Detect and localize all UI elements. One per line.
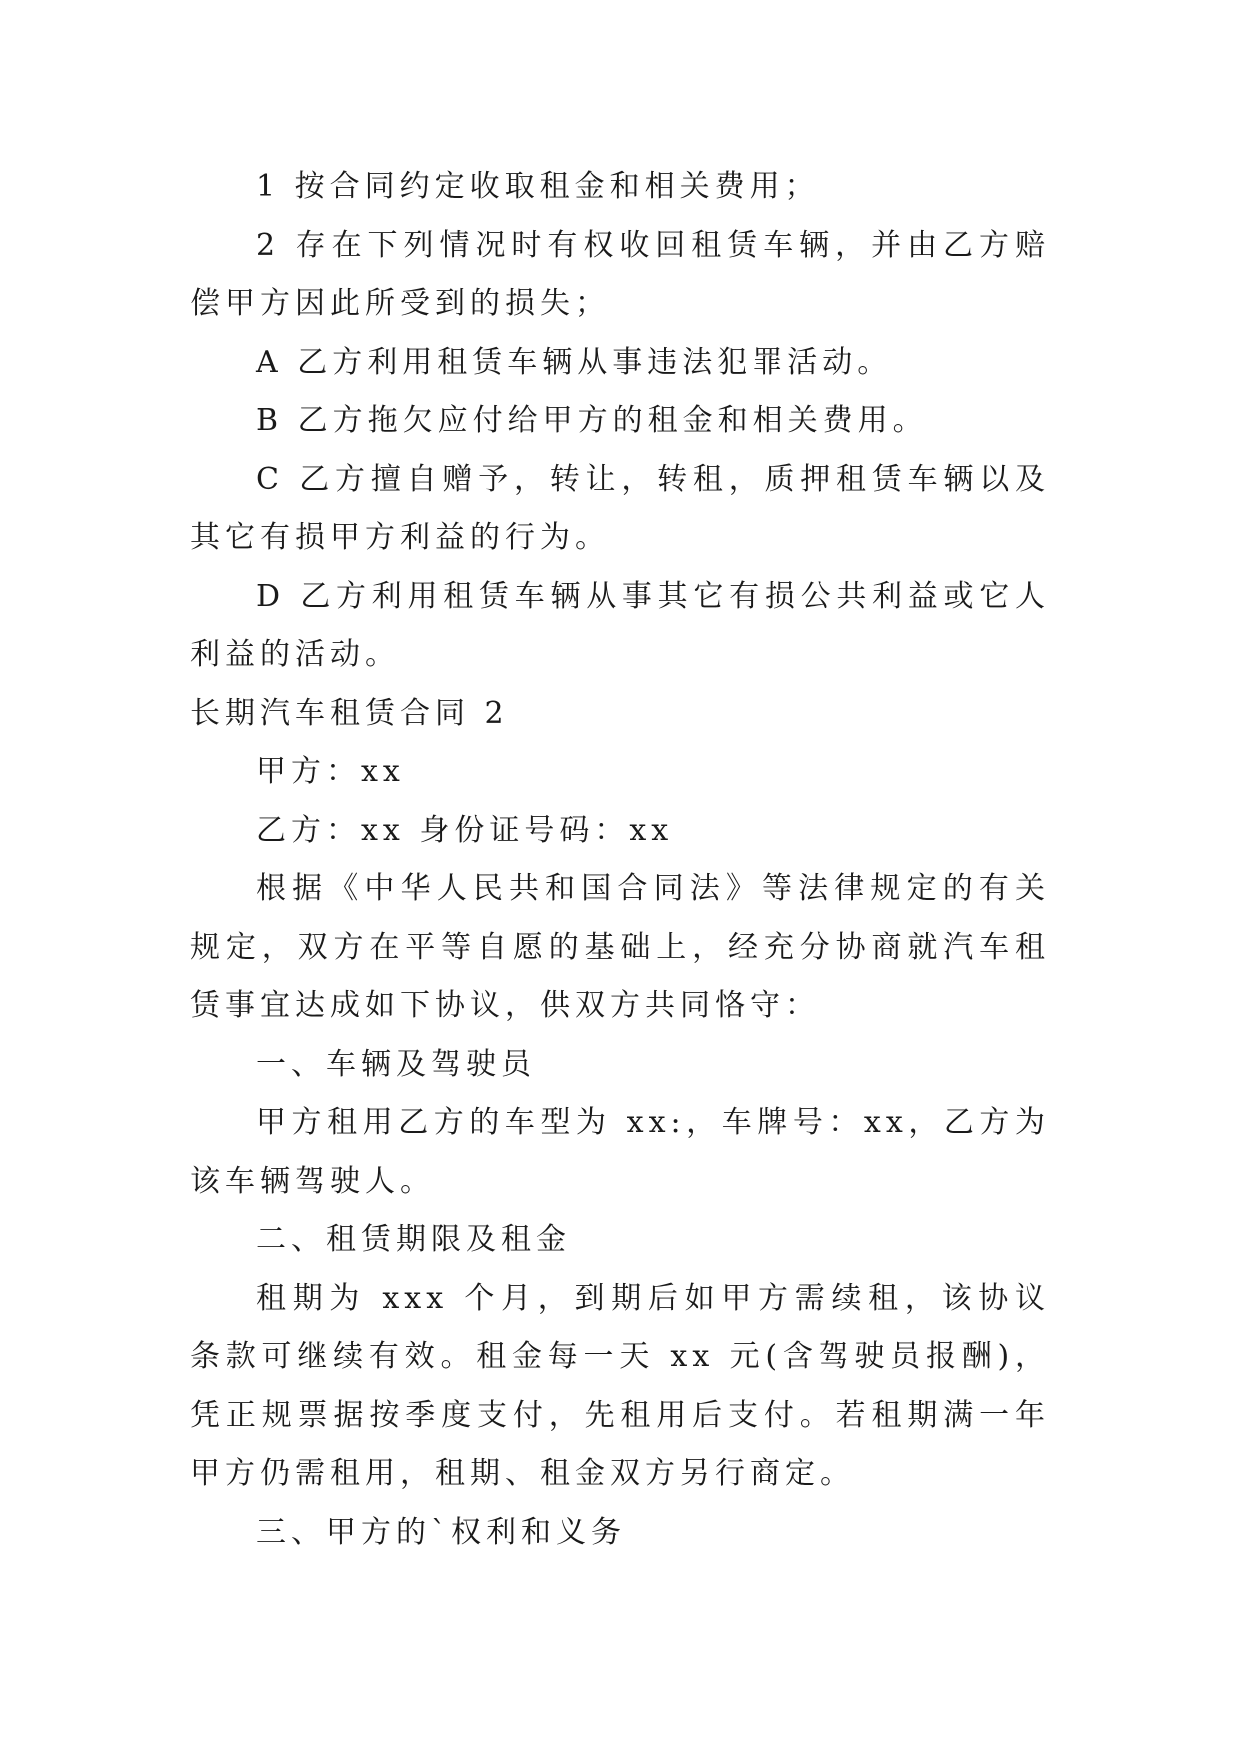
- clause-2-recover-vehicle: 2 存在下列情况时有权收回租赁车辆，并由乙方赔偿甲方因此所受到的损失；: [190, 227, 1050, 321]
- document-body: [190, 158, 1050, 1562]
- section-1-body: 甲方租用乙方的车型为 xx:，车牌号：xx，乙方为该车辆驾驶人。: [190, 1105, 1050, 1199]
- section-1-heading: 一、车辆及驾驶员: [256, 1046, 536, 1082]
- contract-title: 长期汽车租赁合同 2: [190, 695, 509, 731]
- clause-c-unauthorized-transfer: C 乙方擅自赠予，转让，转租，质押租赁车辆以及其它有损甲方利益的行为。: [190, 461, 1050, 555]
- clause-b-rent-arrears: B 乙方拖欠应付给甲方的租金和相关费用。: [256, 403, 928, 438]
- clause-1-collect-rent: 1 按合同约定收取租金和相关费用；: [256, 169, 820, 204]
- clause-a-illegal-use: A 乙方利用租赁车辆从事违法犯罪活动。: [256, 344, 893, 380]
- section-2-body: 租期为 xxx 个月，到期后如甲方需续租，该协议条款可继续有效。租金每一天 xx 元(含驾驶员报酬)，凭正规票据按季度支付，先租用后支付。若租期满一年甲方仍需租用，租期、租金双方另行商定。: [190, 1280, 1050, 1491]
- preamble: 根据《中华人民共和国合同法》等法律规定的有关规定，双方在平等自愿的基础上，经充分协商就汽车租赁事宜达成如下协议，供双方共同恪守：: [190, 871, 1050, 1023]
- section-2-heading: 二、租赁期限及租金: [256, 1222, 571, 1257]
- party-b: 乙方：xx 身份证号码：xx: [256, 812, 674, 848]
- clause-d-public-harm: D 乙方利用租赁车辆从事其它有损公共利益或它人利益的活动。: [190, 578, 1050, 672]
- party-a: 甲方：xx: [256, 754, 405, 789]
- section-3-heading: 三、甲方的`权利和义务: [256, 1514, 626, 1550]
